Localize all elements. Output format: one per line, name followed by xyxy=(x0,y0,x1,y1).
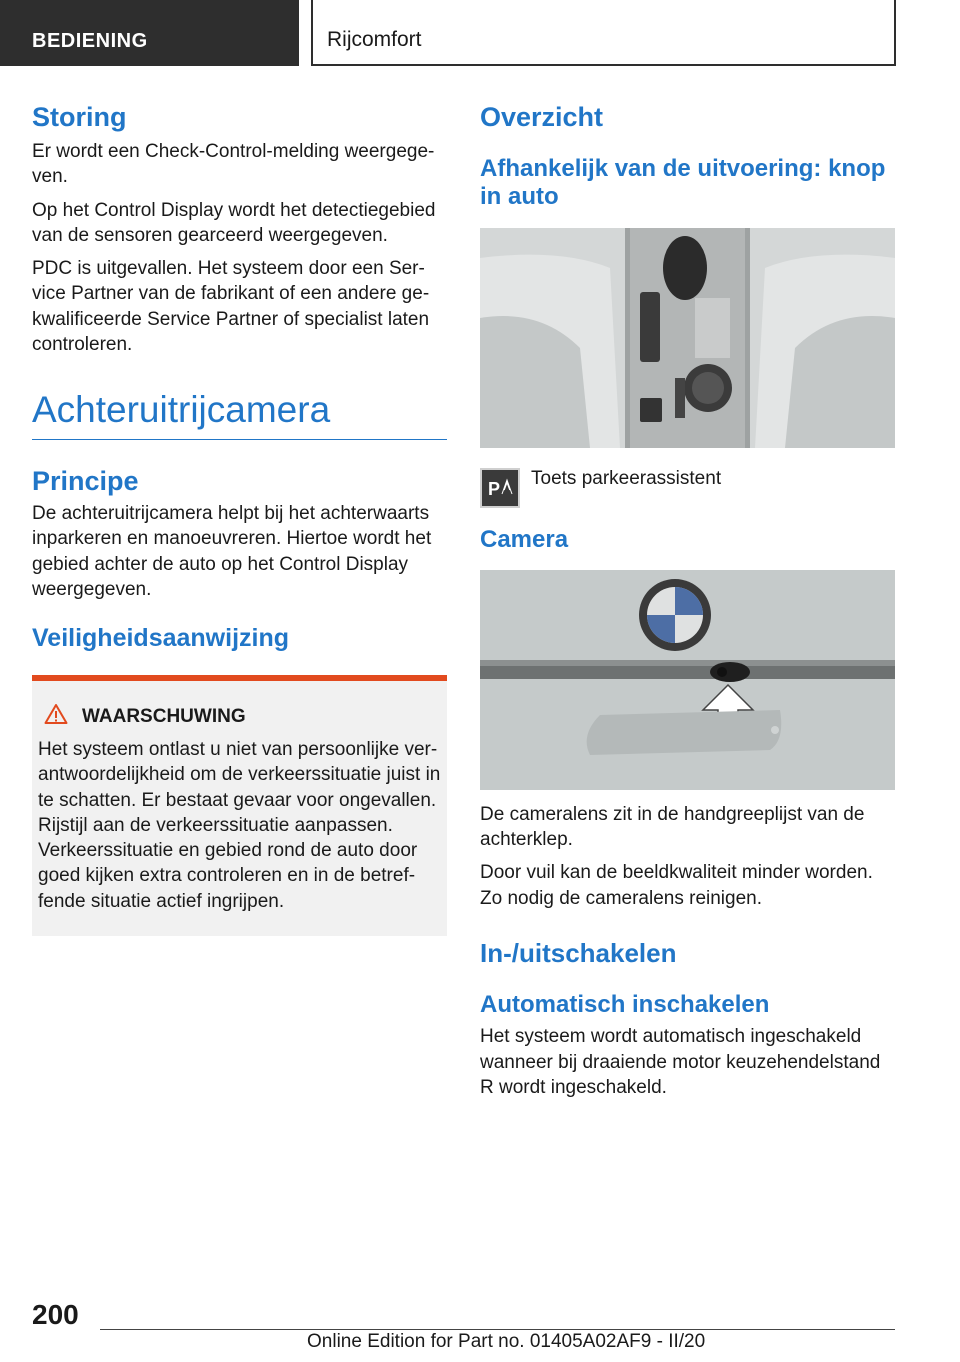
overzicht-heading: Overzicht xyxy=(480,102,604,132)
center-console-photo xyxy=(480,228,895,448)
park-assist-caption: Toets parkeerassistent xyxy=(531,468,722,490)
chapter-title: Achteruitrijcamera xyxy=(32,389,447,440)
footer-divider xyxy=(100,1329,895,1330)
rear-camera-photo xyxy=(480,570,895,790)
header-section-tab xyxy=(0,0,299,66)
inuit-heading: In-/uitschakelen xyxy=(480,937,677,968)
header-section-label: BEDIENING xyxy=(32,30,148,52)
park-assist-button-row xyxy=(480,468,895,508)
automatisch-heading: Automatisch inschakelen xyxy=(480,990,770,1018)
footer-edition: Online Edition for Part no. 01405A02AF9 - II/20 xyxy=(307,1331,706,1352)
header-chapter-tab xyxy=(311,0,896,66)
header-chapter-label: Rijcomfort xyxy=(327,28,422,51)
camera-paragraph-2: Door vuil kan de beeldkwaliteit minder worden. Zo nodig de cameralens reinigen. xyxy=(480,862,873,909)
warning-box xyxy=(32,675,447,936)
camera-heading: Camera xyxy=(480,526,569,554)
warning-triangle-icon xyxy=(44,703,68,731)
veiligheid-heading: Veiligheidsaanwijzing xyxy=(32,624,290,653)
automatisch-paragraph: Het systeem wordt automatisch ingeschakeld wanneer bij draaiende motor keuzehendelstand R wordt ingeschakeld. xyxy=(480,1026,881,1098)
storing-paragraph-2: Op het Control Display wordt het detectiegebied van de sensoren gearceerd weergegeven. xyxy=(32,199,436,246)
svg-text:P: P xyxy=(488,479,501,500)
principe-paragraph: De achteruitrijcamera helpt bij het achterwaarts inparkeren en manoeuvreren. Hiertoe wordt het gebied achter de auto op het Control Display weergegeven. xyxy=(32,503,432,600)
warning-text: Het systeem ontlast u niet van persoonlijke verantwoordelijkheid om de verkeerssituatie juist in te schatten. Er bestaat gevaar voor ongevallen. Rijstijl aan de verkeerssituatie aanpassen. Verkeerssituatie en gebied rond de auto door goed kijken extra controleren en in de betreffende situatie actief ingrijpen. xyxy=(38,738,441,912)
park-assist-button-icon xyxy=(480,468,520,508)
warning-label: WAARSCHUWING xyxy=(82,705,246,727)
left-column xyxy=(32,100,447,936)
camera-paragraph-1: De cameralens zit in de handgreeplijst van de achterklep. xyxy=(480,803,865,851)
principe-heading: Principe xyxy=(32,466,139,497)
storing-paragraph-3: PDC is uitgevallen. Het systeem door een Service Partner van de fabrikant of een andere gekwalificeerde Service Partner of specialist laten controleren. xyxy=(32,258,430,355)
knop-heading: Afhankelijk van de uitvoering: knop in auto xyxy=(480,155,886,210)
storing-paragraph-1: Er wordt een Check-Control-melding weergegeven. xyxy=(32,141,435,188)
storing-heading: Storing xyxy=(32,102,127,132)
page-number: 200 xyxy=(32,1299,79,1330)
right-column xyxy=(480,100,895,1108)
